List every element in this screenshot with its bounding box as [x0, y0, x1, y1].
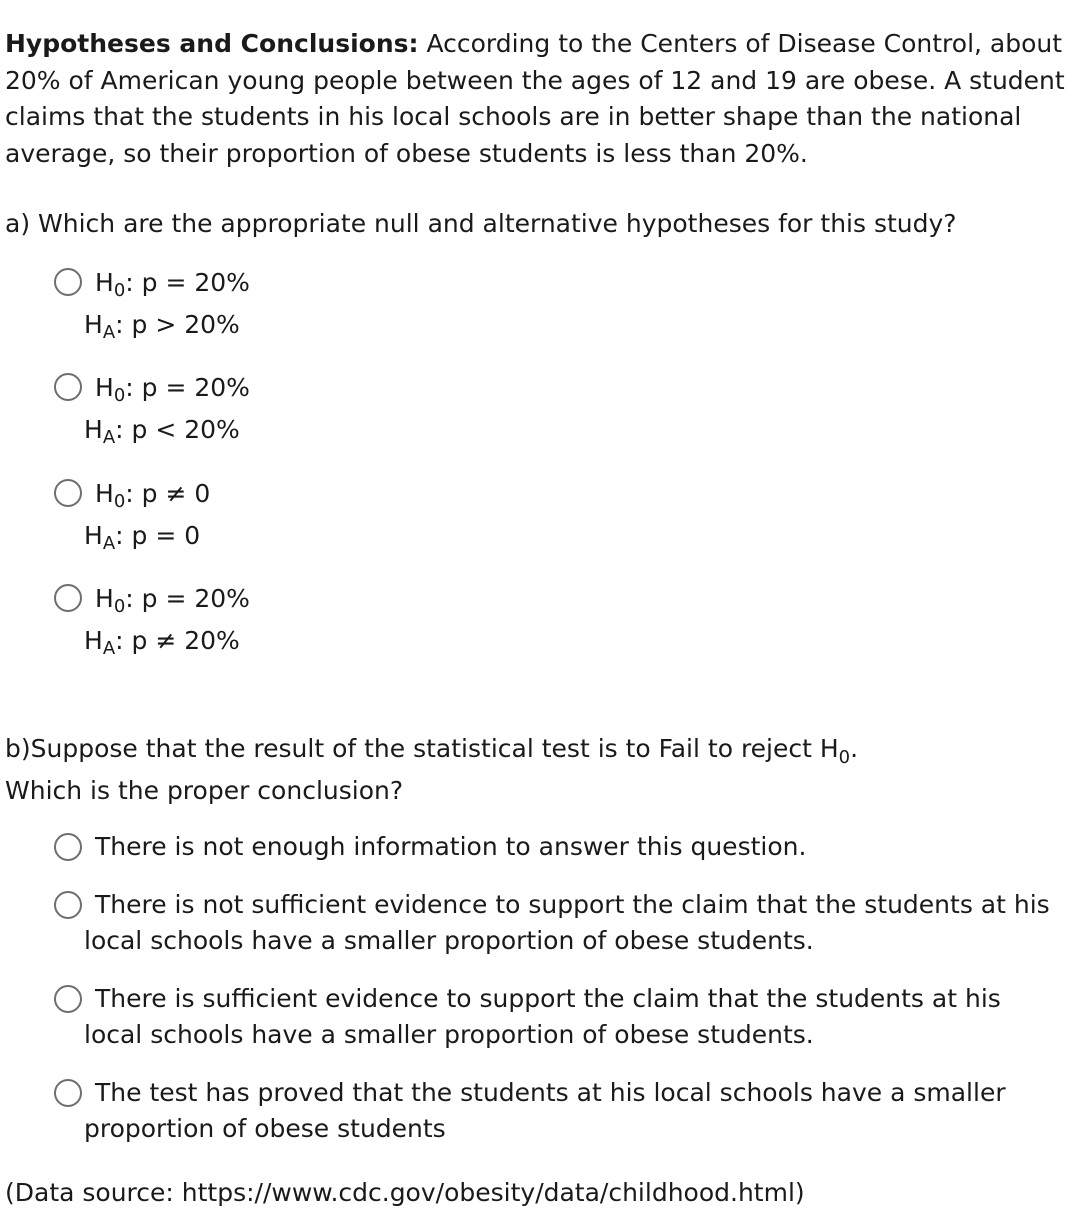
- option-text: There is sufficient evidence to support the claim that the students at his: [95, 984, 1001, 1013]
- part-b-question-line-1: b)Suppose that the result of the statistical test is to Fail to reject H: [5, 734, 839, 763]
- intro-paragraph: [5, 26, 1065, 172]
- radio-button[interactable]: [54, 985, 82, 1013]
- part-a-question: a) Which are the appropriate null and alternative hypotheses for this study?: [5, 209, 957, 238]
- alternative-hypothesis: : p = 0: [115, 521, 201, 550]
- part-b-option-2[interactable]: [54, 887, 1064, 959]
- radio-button[interactable]: [54, 833, 82, 861]
- option-text: There is not sufficient evidence to support the claim that the students at his: [95, 890, 1050, 919]
- option-text: The test has proved that the students at his local schools have a smaller: [95, 1078, 1006, 1107]
- option-text: There is not enough information to answer this question.: [95, 832, 807, 861]
- intro-line-2: 20% of American young people between the ages of 12 and 19 are obese. A student: [5, 65, 1065, 95]
- null-hypothesis: : p = 20%: [125, 373, 250, 402]
- null-hypothesis: : p = 20%: [125, 268, 250, 297]
- part-b-option-4[interactable]: [54, 1075, 1064, 1147]
- option-text-cont: local schools have a smaller proportion of obese students.: [84, 926, 814, 955]
- option-text-cont: proportion of obese students: [84, 1114, 446, 1143]
- part-b-option-1[interactable]: [54, 829, 1064, 865]
- null-hypothesis: : p ≠ 0: [125, 479, 211, 508]
- radio-button[interactable]: [54, 268, 82, 296]
- data-source: (Data source: https://www.cdc.gov/obesity/data/childhood.html): [5, 1178, 805, 1207]
- radio-button[interactable]: [54, 891, 82, 919]
- radio-button[interactable]: [54, 1079, 82, 1107]
- radio-button[interactable]: [54, 373, 82, 401]
- intro-bold-label: Hypotheses and Conclusions:: [5, 29, 419, 58]
- part-b-option-3[interactable]: [54, 981, 1064, 1053]
- part-b-question-line-2: Which is the proper conclusion?: [5, 776, 404, 805]
- alternative-hypothesis: : p < 20%: [115, 415, 240, 444]
- radio-button[interactable]: [54, 479, 82, 507]
- radio-button[interactable]: [54, 584, 82, 612]
- alternative-hypothesis: : p > 20%: [115, 310, 240, 339]
- intro-line-4: average, so their proportion of obese students is less than 20%.: [5, 138, 808, 168]
- intro-line-1: According to the Centers of Disease Control, about: [418, 29, 1063, 58]
- alternative-hypothesis: : p ≠ 20%: [115, 626, 240, 655]
- intro-line-3: claims that the students in his local schools are in better shape than the national: [5, 102, 1022, 131]
- part-b-question: b)Suppose that the result of the statistical test is to Fail to reject $H_0$. Which is the proper conclusion?: [5, 734, 859, 805]
- option-text-cont: local schools have a smaller proportion of obese students.: [84, 1020, 814, 1049]
- null-hypothesis: : p = 20%: [125, 584, 250, 613]
